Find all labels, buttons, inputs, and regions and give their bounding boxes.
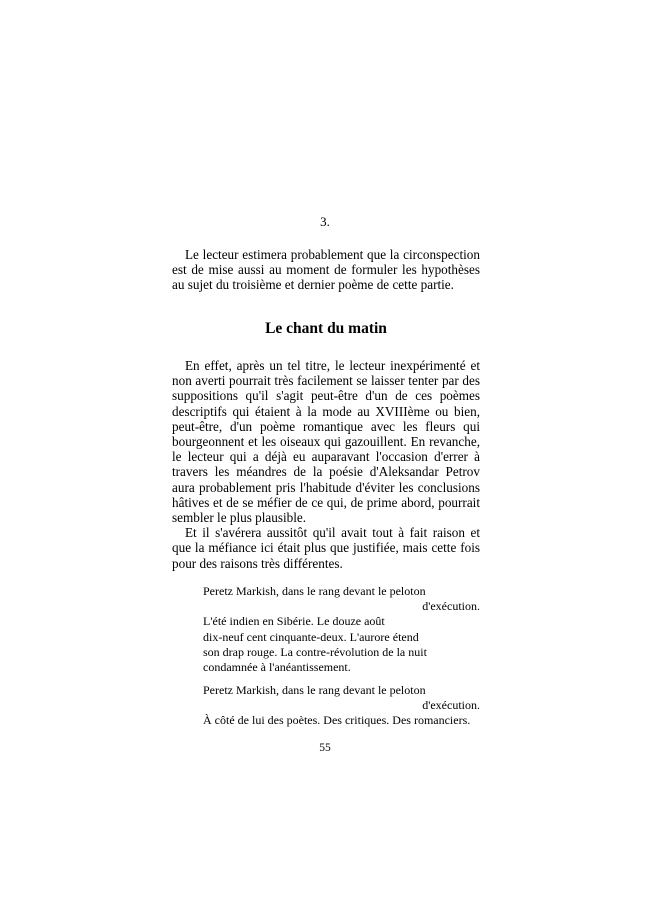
poem-line: son drap rouge. La contre-révolution de la nuit [203, 644, 427, 659]
body-paragraph: Et il s'avérera aussitôt qu'il avait tout à fait raison et que la méfiance ici était plus que justifiée, mais cette fois pour des raisons très différentes. [172, 525, 480, 571]
poem-line: Peretz Markish, dans le rang devant le peloton [203, 683, 426, 697]
poem-line: Peretz Markish, dans le rang devant le peloton [203, 584, 426, 598]
poem-line: condamnée à l'anéantissement. [203, 660, 351, 675]
poem-line: À côté de lui des poètes. Des critiques. Des romanciers. [203, 713, 471, 728]
page-number: 55 [319, 742, 331, 754]
poem-line: d'exécution. [422, 599, 480, 614]
body-text [172, 358, 480, 571]
intro-paragraph: Le lecteur estimera probablement que la circonspection est de mise aussi au moment de formuler les hypothèses au sujet du troisième et dernier poème de cette partie. [172, 247, 480, 293]
chapter-title: Le chant du matin [265, 320, 387, 337]
poem-line: dix-neuf cent cinquante-deux. L'aurore étend [203, 629, 419, 644]
body-paragraph: En effet, après un tel titre, le lecteur inexpérimenté et non averti pourrait très facilement se laisser tenter par des suppositions qu'il s'agit peut-être d'un de ces poèmes descriptifs qui étaient à la mode au XVIIIème ou bien, peut-être, d'un poème romantique avec les fleurs qui bourgeonnent et les oiseaux qui gazouillent. En revanche, le lecteur qui a déjà eu auparavant l'occasion d'errer à travers les méandres de la poésie d'Aleksandar Petrov aura probablement pris l'habitude d'éviter les conclusions hâtives et de se méfier de ce qui, de prime abord, pourrait sembler le plus plausible. [172, 358, 480, 526]
intro-block [172, 247, 480, 293]
poem-line: d'exécution. [422, 698, 480, 713]
poem-stanza [203, 683, 480, 729]
poem-line: L'été indien en Sibérie. Le douze août [203, 614, 385, 629]
section-number: 3. [320, 214, 330, 229]
poem-stanza [203, 584, 480, 675]
